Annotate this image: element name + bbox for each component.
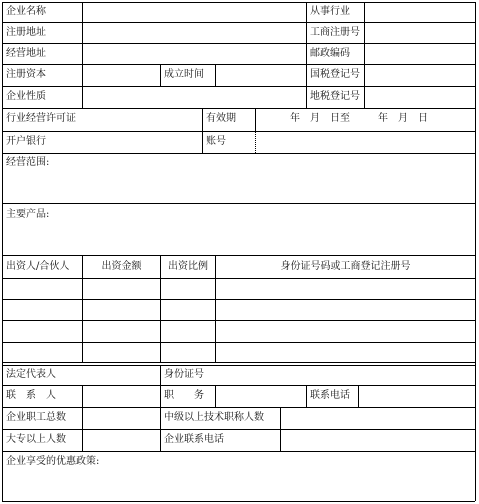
table-rule bbox=[306, 385, 307, 407]
total-employees-label: 企业职工总数 bbox=[6, 412, 66, 423]
business-license-label: 行业经营许可证 bbox=[6, 113, 76, 124]
local-tax-no-label: 地税登记号 bbox=[310, 91, 360, 102]
preferential-policy-field[interactable] bbox=[3, 470, 474, 501]
preferential-policy-label: 企业享受的优惠政策: bbox=[6, 456, 100, 467]
registered-capital-label: 注册资本 bbox=[6, 69, 46, 80]
business-address-field[interactable] bbox=[83, 44, 305, 64]
table-rule bbox=[2, 501, 475, 502]
industry-label: 从事行业 bbox=[310, 6, 350, 17]
table-rule bbox=[2, 255, 475, 256]
account-no-label: 账号 bbox=[206, 136, 226, 147]
mid-senior-titles-label: 中级以上技术职称人数 bbox=[164, 412, 264, 423]
investor-row[interactable] bbox=[3, 279, 474, 299]
legal-rep-label: 法定代表人 bbox=[6, 369, 56, 380]
local-tax-no-field[interactable] bbox=[365, 87, 474, 108]
total-employees-field[interactable] bbox=[83, 408, 159, 429]
college-graduates-label: 大专以上人数 bbox=[6, 434, 66, 445]
position-field[interactable] bbox=[216, 386, 305, 407]
registered-address-field[interactable] bbox=[83, 23, 305, 43]
table-rule bbox=[475, 2, 476, 501]
business-scope-label: 经营范围: bbox=[6, 157, 50, 168]
postal-code-field[interactable] bbox=[365, 44, 474, 64]
mid-senior-titles-field[interactable] bbox=[281, 408, 474, 429]
validity-to-date[interactable]: 年 月 日 bbox=[378, 113, 428, 124]
investor-row[interactable] bbox=[3, 300, 474, 320]
investor-row[interactable] bbox=[3, 321, 474, 342]
id-card-no-label: 身份证号 bbox=[164, 369, 204, 380]
table-rule bbox=[306, 2, 307, 108]
position-label: 职 务 bbox=[164, 390, 204, 401]
validity-label: 有效期 bbox=[206, 113, 236, 124]
legal-rep-field[interactable] bbox=[83, 366, 159, 385]
id-header: 身份证号码或工商登记注册号 bbox=[280, 261, 411, 272]
registered-capital-field[interactable] bbox=[83, 65, 159, 86]
table-rule bbox=[2, 108, 475, 109]
investor-header: 出资人/合伙人 bbox=[6, 261, 70, 272]
table-rule bbox=[160, 365, 161, 451]
table-rule bbox=[2, 451, 475, 452]
business-reg-no-field[interactable] bbox=[365, 23, 474, 43]
account-no-field[interactable] bbox=[256, 132, 474, 153]
contact-phone-label: 联系电话 bbox=[310, 390, 350, 401]
business-reg-no-label: 工商注册号 bbox=[310, 27, 360, 38]
table-rule bbox=[2, 203, 475, 204]
company-name-label: 企业名称 bbox=[6, 6, 46, 17]
registered-address-label: 注册地址 bbox=[6, 27, 46, 38]
company-type-field[interactable] bbox=[83, 87, 305, 108]
college-graduates-field[interactable] bbox=[83, 430, 159, 451]
national-tax-no-label: 国税登记号 bbox=[310, 69, 360, 80]
contact-phone-field[interactable] bbox=[359, 386, 474, 407]
postal-code-label: 邮政编码 bbox=[310, 48, 350, 59]
business-scope-field[interactable] bbox=[3, 170, 474, 203]
national-tax-no-field[interactable] bbox=[365, 65, 474, 86]
contact-person-field[interactable] bbox=[83, 386, 159, 407]
established-date-label: 成立时间 bbox=[164, 69, 204, 80]
contact-person-label: 联 系 人 bbox=[6, 390, 56, 401]
industry-field[interactable] bbox=[365, 3, 474, 22]
business-license-field[interactable] bbox=[83, 109, 201, 131]
company-name-field[interactable] bbox=[83, 3, 305, 22]
amount-header: 出资金额 bbox=[101, 261, 142, 272]
table-rule bbox=[255, 108, 256, 131]
ratio-header: 出资比例 bbox=[168, 261, 208, 272]
business-address-label: 经营地址 bbox=[6, 48, 46, 59]
bank-label: 开户银行 bbox=[6, 136, 46, 147]
investor-row[interactable] bbox=[3, 343, 474, 362]
bank-field[interactable] bbox=[83, 132, 201, 153]
table-rule bbox=[2, 153, 475, 154]
main-products-label: 主要产品: bbox=[6, 209, 50, 220]
table-rule bbox=[2, 362, 475, 363]
company-phone-field[interactable] bbox=[281, 430, 474, 451]
validity-from-date[interactable]: 年 月 日至 bbox=[290, 113, 350, 124]
main-products-field[interactable] bbox=[3, 222, 474, 255]
id-card-no-field[interactable] bbox=[216, 366, 474, 385]
company-phone-label: 企业联系电话 bbox=[164, 434, 224, 445]
table-rule bbox=[160, 64, 161, 86]
company-type-label: 企业性质 bbox=[6, 91, 46, 102]
established-date-field[interactable] bbox=[216, 65, 305, 86]
table-rule bbox=[202, 108, 203, 153]
